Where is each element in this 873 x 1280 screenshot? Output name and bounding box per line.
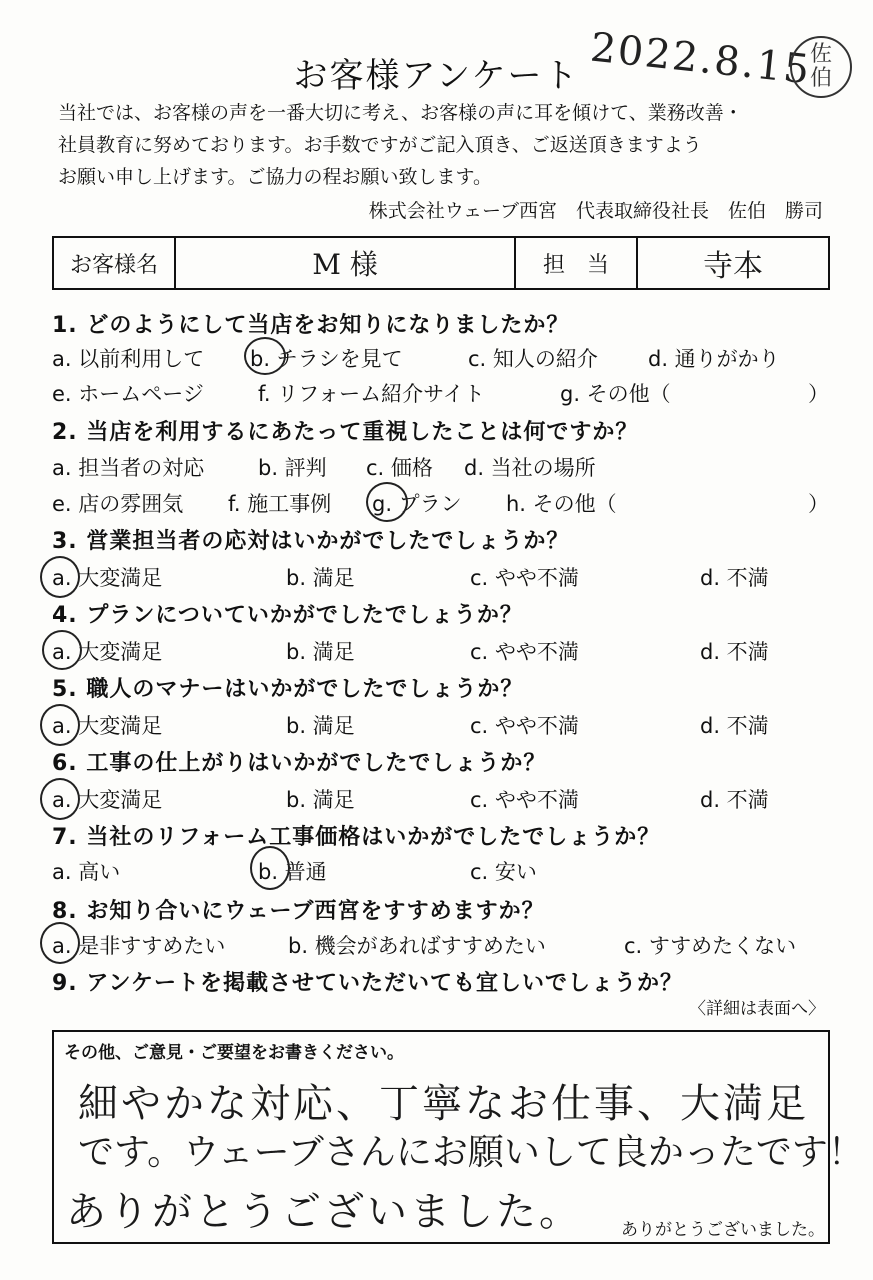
q2-option-c[interactable]: c. 価格: [366, 456, 433, 480]
question-7: 7. 当社のリフォーム工事価格はいかがでしたでしょうか？: [52, 825, 661, 850]
q2-option-g[interactable]: g. プラン: [372, 492, 462, 516]
customer-info-box: [52, 236, 830, 290]
question-8: 8. お知り合いにウェーブ西宮をすすめますか？: [52, 899, 545, 924]
intro-line-3: お願い申し上げます。ご協力の程お願い致します。: [58, 166, 492, 188]
q8-selection-circle: [40, 922, 80, 964]
question-6: 6. 工事の仕上がりはいかがでしたでしょうか？: [52, 751, 547, 776]
q5-option-d[interactable]: d. 不満: [700, 714, 769, 738]
question-1: 1. どのようにして当店をお知りになりましたか？: [52, 313, 570, 338]
q8-option-b[interactable]: b. 機会があればすすめたい: [288, 934, 546, 958]
survey-title: お客様アンケート: [293, 56, 580, 96]
q4-option-a[interactable]: a. 大変満足: [52, 640, 163, 664]
q2-option-h[interactable]: h. その他（: [506, 492, 617, 516]
q5-option-c[interactable]: c. やや不満: [470, 714, 579, 738]
q4-option-d[interactable]: d. 不満: [700, 640, 769, 664]
q6-option-b[interactable]: b. 満足: [286, 788, 355, 812]
q3-option-b[interactable]: b. 満足: [286, 566, 355, 590]
q8-option-a[interactable]: a. 是非すすめたい: [52, 934, 226, 958]
q4-option-b[interactable]: b. 満足: [286, 640, 355, 664]
q2-option-e[interactable]: e. 店の雰囲気: [52, 492, 184, 516]
q7-option-c[interactable]: c. 安い: [470, 860, 537, 884]
staff-value[interactable]: 寺本: [703, 249, 763, 284]
q2-close-paren: ）: [808, 492, 829, 516]
handwritten-date: 2022.8.15: [588, 24, 814, 94]
q4-option-c[interactable]: c. やや不満: [470, 640, 579, 664]
approval-seal: 佐 伯: [790, 36, 852, 98]
q3-option-a[interactable]: a. 大変満足: [52, 566, 163, 590]
q5-option-a[interactable]: a. 大変満足: [52, 714, 163, 738]
q8-option-c[interactable]: c. すすめたくない: [624, 934, 797, 958]
q1-option-e[interactable]: e. ホームページ: [52, 382, 204, 406]
question-3: 3. 営業担当者の応対はいかがでしたでしょうか？: [52, 529, 570, 554]
q2-selection-circle: [366, 482, 408, 522]
q1-option-d[interactable]: d. 通りがかり: [648, 347, 780, 371]
q2-option-b[interactable]: b. 評判: [258, 456, 327, 480]
question-4: 4. プランについていかがでしたでしょうか？: [52, 603, 523, 628]
company-signature: 株式会社ウェーブ西宮 代表取締役社長 佐伯 勝司: [368, 200, 823, 222]
q3-option-c[interactable]: c. やや不満: [470, 566, 579, 590]
intro-line-1: 当社では、お客様の声を一番大切に考え、お客様の声に耳を傾けて、業務改善・: [58, 102, 743, 124]
q1-option-g[interactable]: g. その他（: [560, 382, 671, 406]
comment-line-3: ありがとうございました。: [66, 1189, 582, 1235]
q6-selection-circle: [40, 778, 80, 820]
q7-selection-circle: [250, 846, 290, 890]
q6-option-d[interactable]: d. 不満: [700, 788, 769, 812]
comment-prompt: その他、ご意見・ご要望をお書きください。: [64, 1043, 404, 1063]
q7-option-b[interactable]: b. 普通: [258, 860, 327, 884]
intro-line-2: 社員教育に努めております。お手数ですがご記入頂き、ご返送頂きますよう: [58, 134, 702, 156]
q3-selection-circle: [40, 556, 80, 598]
q1-close-paren: ）: [808, 382, 829, 406]
customer-name-label: お客様名: [54, 238, 176, 288]
q4-selection-circle: [42, 630, 82, 670]
question-9: 9. アンケートを掲載させていただいても宜しいでしょうか？: [52, 971, 684, 996]
q5-selection-circle: [40, 704, 80, 746]
see-front-note: 〈詳細は表面へ〉: [689, 999, 825, 1019]
q2-option-a[interactable]: a. 担当者の対応: [52, 456, 205, 480]
q1-option-f[interactable]: f. リフォーム紹介サイト: [258, 382, 485, 406]
q1-option-c[interactable]: c. 知人の紹介: [468, 347, 598, 371]
staff-label: 担 当: [516, 238, 638, 288]
q7-option-a[interactable]: a. 高い: [52, 860, 121, 884]
q3-option-d[interactable]: d. 不満: [700, 566, 769, 590]
closing-thanks: ありがとうございました。: [621, 1220, 825, 1240]
customer-name-value[interactable]: M 様: [176, 238, 516, 288]
comment-line-2: です。ウェーブさんにお願いして良かったです！: [78, 1132, 864, 1173]
q5-option-b[interactable]: b. 満足: [286, 714, 355, 738]
comment-line-1: 細やかな対応、丁寧なお仕事、大満足: [78, 1081, 809, 1127]
q1-option-b[interactable]: b. チラシを見て: [250, 347, 403, 371]
q2-option-f[interactable]: f. 施工事例: [228, 492, 332, 516]
q6-option-c[interactable]: c. やや不満: [470, 788, 579, 812]
q1-option-a[interactable]: a. 以前利用して: [52, 347, 205, 371]
q1-selection-circle: [244, 337, 286, 375]
question-2: 2. 当店を利用するにあたって重視したことは何ですか？: [52, 420, 639, 445]
question-5: 5. 職人のマナーはいかがでしたでしょうか？: [52, 677, 524, 702]
q2-option-d[interactable]: d. 当社の場所: [464, 456, 596, 480]
q6-option-a[interactable]: a. 大変満足: [52, 788, 163, 812]
